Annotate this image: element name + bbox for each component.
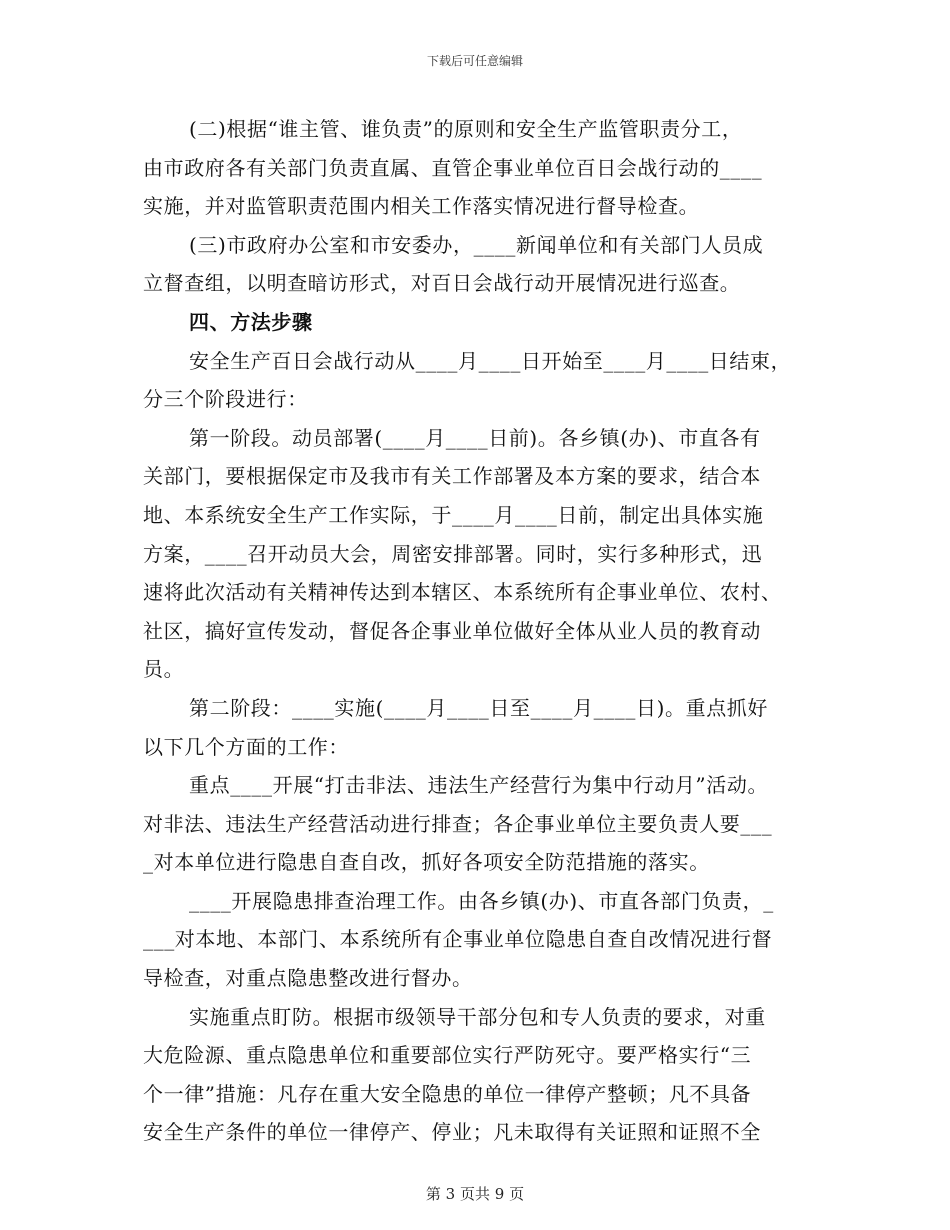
text-line: ____开展隐患排查治理工作。由各乡镇(办)、市直各部门负责，_ [189, 888, 774, 913]
text-line: 分三个阶段进行： [143, 387, 308, 412]
text-line: 社区，搞好宣传发动，督促各企事业单位做好全体从业人员的教育动 [143, 618, 761, 643]
page-header: 下载后可任意编辑 [426, 54, 523, 68]
section-heading: 四、方法步骤 [189, 309, 313, 334]
text-line: (二)根据“谁主管、谁负责”的原则和安全生产监管职责分工， [189, 117, 743, 141]
text-line: 由市政府各有关部门负责直属、直管企事业单位百日会战行动的____ [143, 155, 763, 180]
text-line: 安全生产百日会战行动从____月____日开始至____月____日结束， [189, 348, 792, 373]
text-line: 第二阶段：____实施(____月____日至____月____日)。重点抓好 [189, 695, 769, 720]
text-line: 导检查，对重点隐患整改进行督办。 [143, 966, 473, 991]
text-line: 立督查组，以明查暗访形式，对百日会战行动开展情况进行巡查。 [143, 271, 741, 296]
text-line: 对非法、违法生产经营活动进行排查；各企事业单位主要负责人要___ [143, 811, 773, 836]
text-line: 个一律”措施：凡存在重大安全隐患的单位一律停产整顿；凡不具备 [143, 1081, 752, 1106]
text-line: 方案，____召开动员大会，周密安排部署。同时，实行多种形式，迅 [143, 541, 763, 566]
page-footer: 第 3 页共 9 页 [425, 1185, 525, 1203]
text-line: 安全生产条件的单位一律停产、停业；凡未取得有关证照和证照不全 [143, 1120, 761, 1145]
text-line: 关部门，要根据保定市及我市有关工作部署及本方案的要求，结合本 [143, 464, 761, 489]
text-line: 实施，并对监管职责范围内相关工作落实情况进行督导检查。 [143, 194, 700, 219]
text-line: ___对本地、本部门、本系统所有企事业单位隐患自查自改情况进行督 [143, 927, 773, 952]
text-line: 实施重点盯防。根据市级领导干部分包和专人负责的要求，对重 [189, 1004, 766, 1029]
text-line: 员。 [143, 657, 185, 682]
text-line: 大危险源、重点隐患单位和重要部位实行严防死守。要严格实行“三 [143, 1043, 752, 1068]
text-line: 地、本系统安全生产工作实际，于____月____日前，制定出具体实施 [143, 502, 764, 527]
text-line: 重点____开展“打击非法、违法生产经营行为集中行动月”活动。 [189, 773, 769, 798]
document-body [143, 110, 807, 1152]
text-line: (三)市政府办公室和市安委办，____新闻单位和有关部门人员成 [189, 232, 764, 257]
text-line: 以下几个方面的工作： [143, 734, 349, 759]
text-line: 速将此次活动有关精神传达到本辖区、本系统所有企事业单位、农村、 [143, 580, 782, 605]
text-line: _对本单位进行隐患自查自改，抓好各项安全防范措施的落实。 [143, 850, 710, 875]
text-line: 第一阶段。动员部署(____月____日前)。各乡镇(办)、市直各有 [189, 425, 761, 450]
